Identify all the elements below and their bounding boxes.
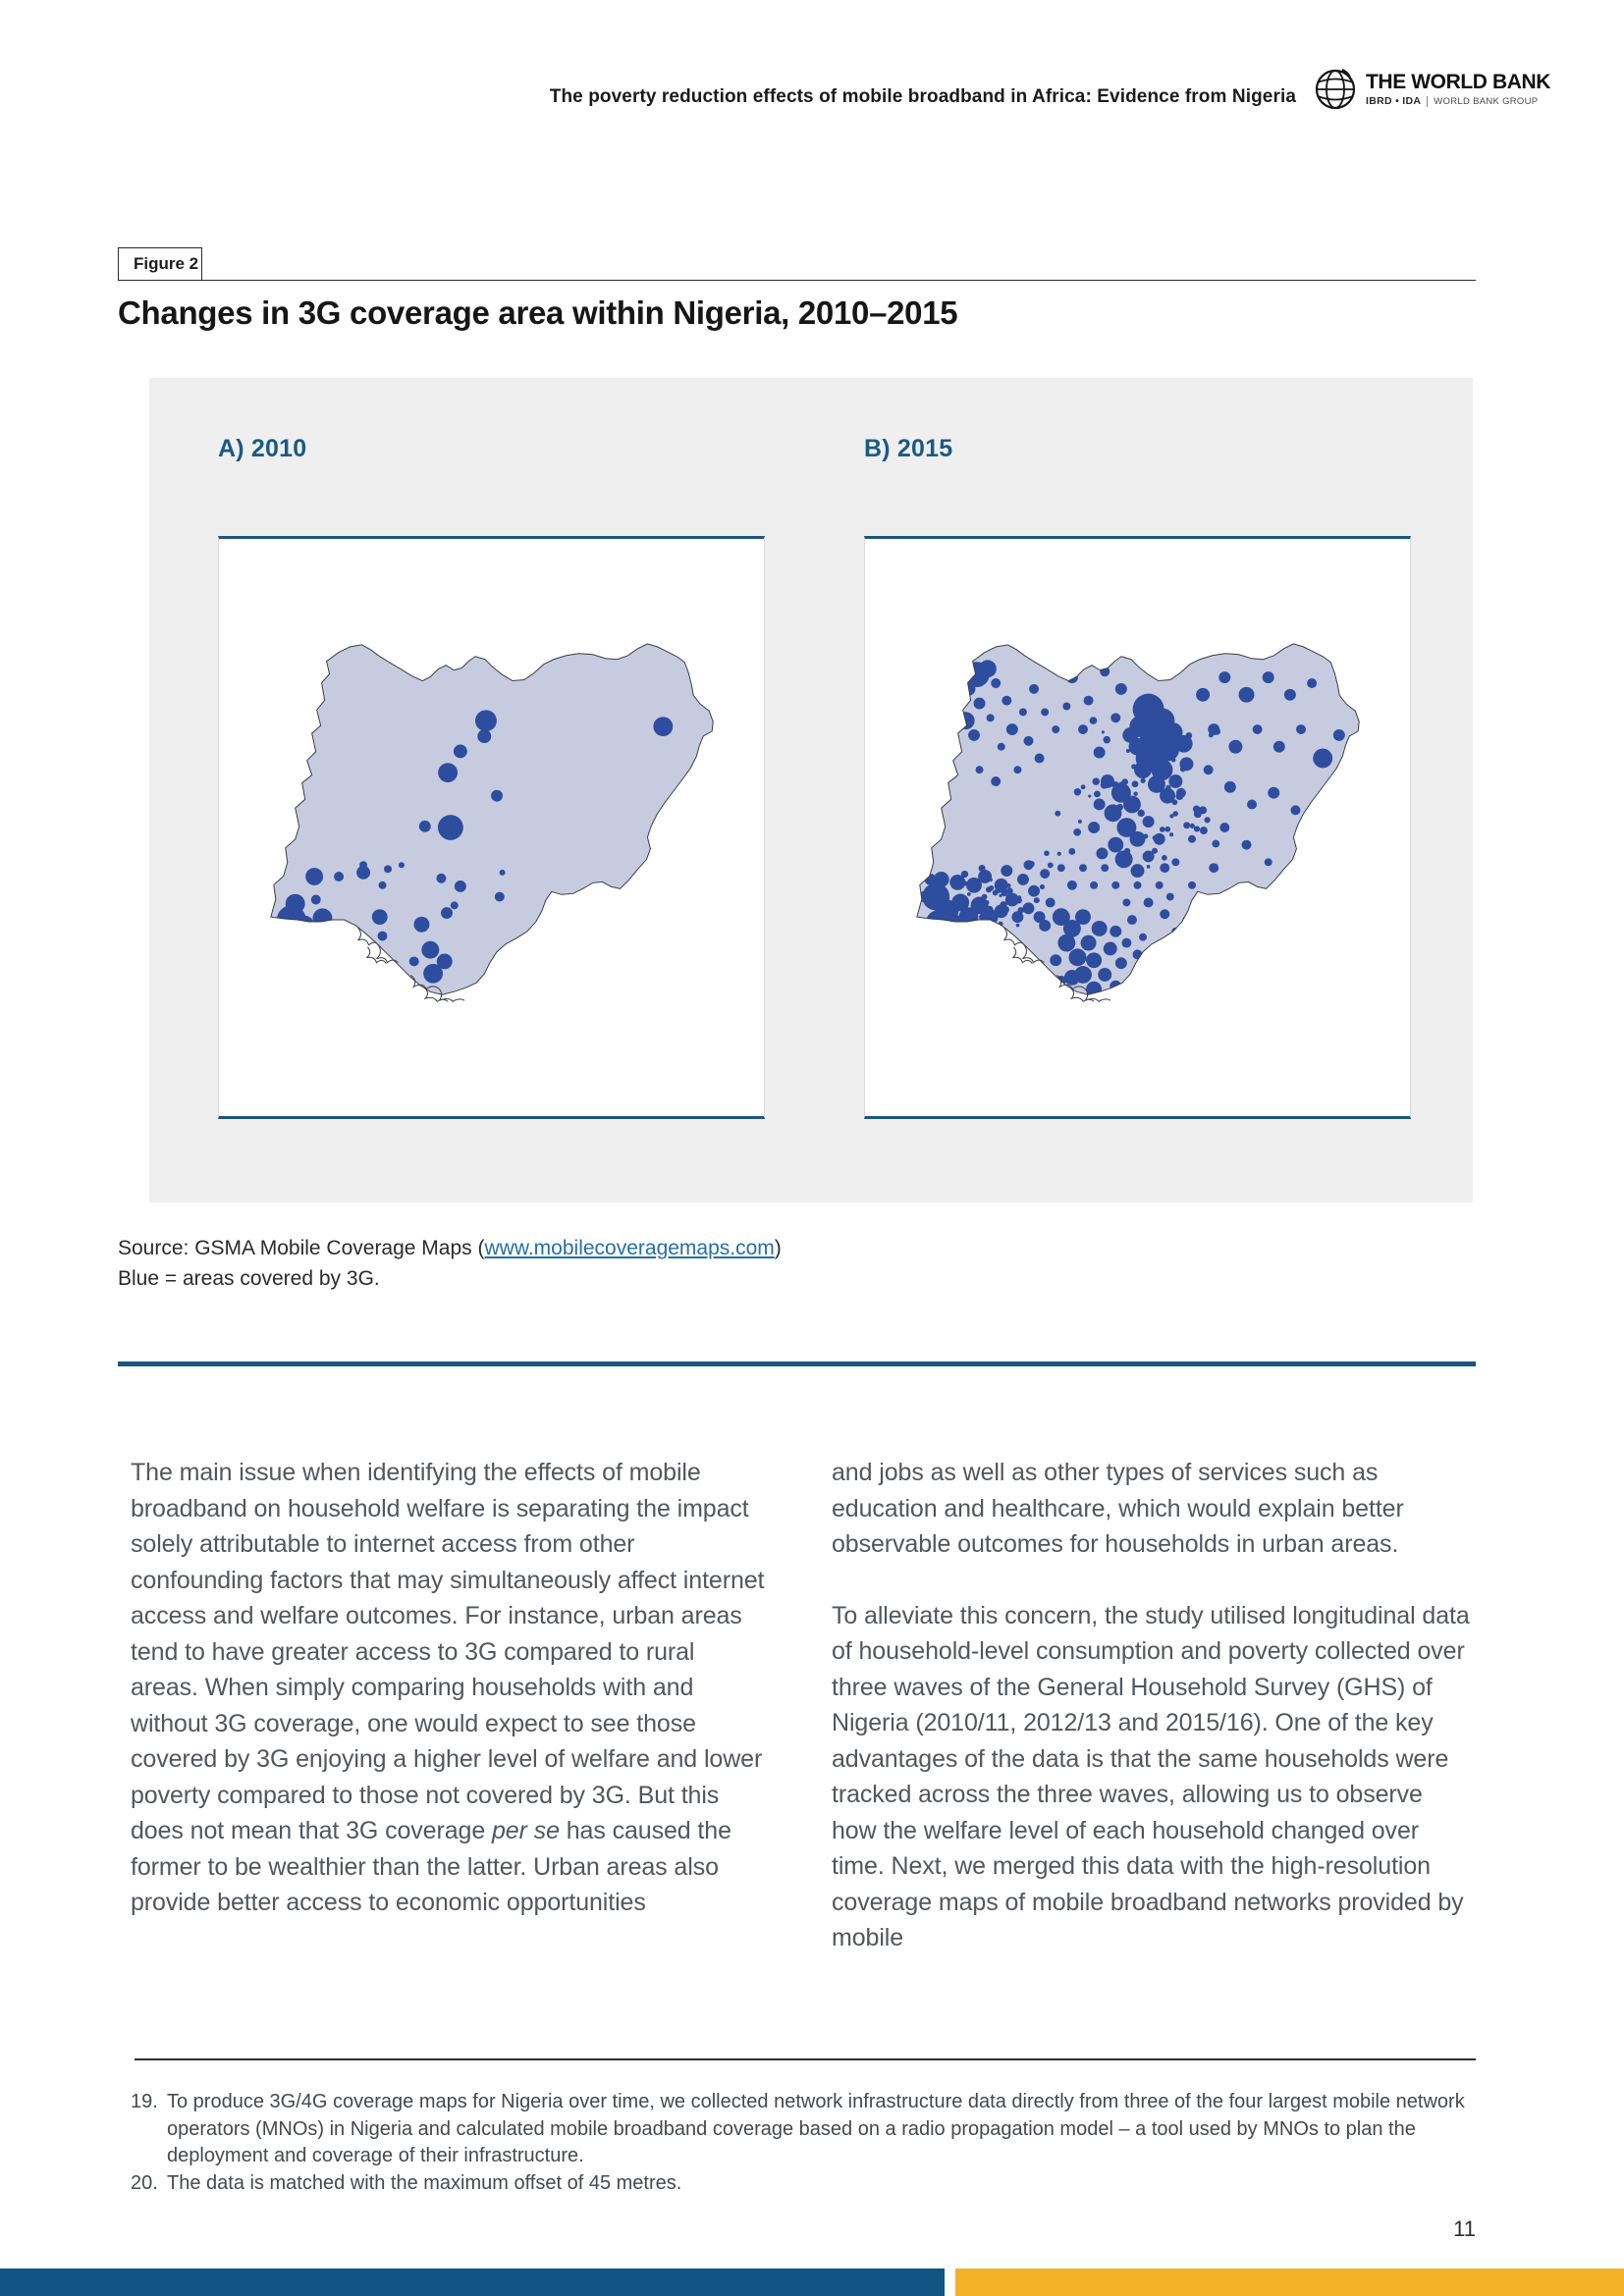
legend-note: Blue = areas covered by 3G.: [118, 1267, 380, 1290]
body-column-left: [131, 1455, 767, 1921]
source-line: [118, 1233, 782, 1263]
figure-source-note: [118, 1233, 782, 1294]
footnote-rule: [135, 2058, 1476, 2060]
figure-rule: [118, 280, 1476, 281]
logo-divider: [1427, 96, 1428, 107]
footer-bar-yellow: [955, 2269, 1624, 2296]
paragraph: To alleviate this concern, the study utilised longitudinal data of household-level consumption and poverty collected over three waves of the General Household Survey (GHS) of Nigeria (2010/11, 2012/13 and 2015/16). One of the key advantages of the data is that the same households were tracked across the three waves, allowing us to observe how the welfare level of each household changed over time. Next, we merged this data with the high-resolution coverage maps of mobile broadband networks provided by mobile: [832, 1601, 1470, 1951]
world-bank-logo: [1313, 67, 1550, 112]
page-number: 11: [1453, 2216, 1476, 2241]
footnotes: [131, 2089, 1476, 2197]
paragraph-text: The main issue when identifying the effects of mobile broadband on household welfare is separating the impact solely attributable to internet access from other confounding factors that may simultaneously affect internet access and welfare outcomes. For instance, urban areas tend to have greater access to 3G compared to rural areas. When simply comparing households with and without 3G coverage, one would expect to see those covered by 3G enjoying a higher level of welfare and lower poverty compared to those not covered by 3G. But this does not mean that 3G coverage: [131, 1459, 765, 1844]
source-prefix: Source: GSMA Mobile Coverage Maps (: [118, 1237, 485, 1259]
world-bank-group-label: WORLD BANK GROUP: [1434, 95, 1539, 107]
paragraph: and jobs as well as other types of services such as education and healthcare, which would explain better observable outcomes for households in urban areas.: [832, 1459, 1404, 1558]
paragraph: [131, 1455, 767, 1921]
footnote-text: The data is matched with the maximum offset of 45 metres.: [167, 2171, 682, 2194]
panel-b-label: B) 2015: [864, 435, 953, 462]
footer-bar-blue: [0, 2269, 945, 2296]
map-2010-frame: [218, 536, 765, 1119]
world-bank-name: THE WORLD BANK: [1366, 71, 1551, 93]
world-bank-globe-icon: [1313, 67, 1358, 112]
map-2015-nigeria-3g-coverage: [865, 539, 1410, 1116]
footnote-number: 20.: [131, 2171, 158, 2194]
world-bank-subtitle: [1366, 95, 1550, 107]
figure-label: Figure 2: [118, 247, 202, 281]
figure-title: Changes in 3G coverage area within Nigeria, 2010–2015: [118, 294, 958, 331]
footnote-19: [131, 2089, 1476, 2170]
panel-a-label: A) 2010: [218, 435, 307, 462]
header-running-title: The poverty reduction effects of mobile broadband in Africa: Evidence from Nigeria: [549, 86, 1296, 107]
body-column-right: [832, 1455, 1470, 1956]
source-suffix: ): [774, 1237, 782, 1259]
map-2015-frame: [864, 536, 1411, 1119]
world-bank-logo-text: [1366, 72, 1550, 107]
ibrd-ida-label: IBRD • IDA: [1366, 95, 1422, 107]
paragraph-italic: per se: [491, 1817, 560, 1844]
paragraph-text: has caused the former to be wealthier than the latter. Urban areas also provide better access to economic opportunities: [131, 1817, 731, 1916]
footnote-text: To produce 3G/4G coverage maps for Nigeria over time, we collected network infrastructure data directly from three of the four largest mobile network operators (MNOs) in Nigeria and calculated mobile broadband coverage based on a radio propagation model – a tool used by MNOs to plan the deployment and coverage of their infrastructure.: [167, 2091, 1465, 2166]
figure-panel: [149, 378, 1473, 1202]
section-divider: [118, 1362, 1476, 1366]
footnote-number: 19.: [131, 2091, 158, 2112]
footnote-20: [131, 2170, 1476, 2198]
map-2010-nigeria-3g-coverage: [219, 539, 764, 1116]
source-link[interactable]: www.mobilecoveragemaps.com: [484, 1237, 775, 1259]
